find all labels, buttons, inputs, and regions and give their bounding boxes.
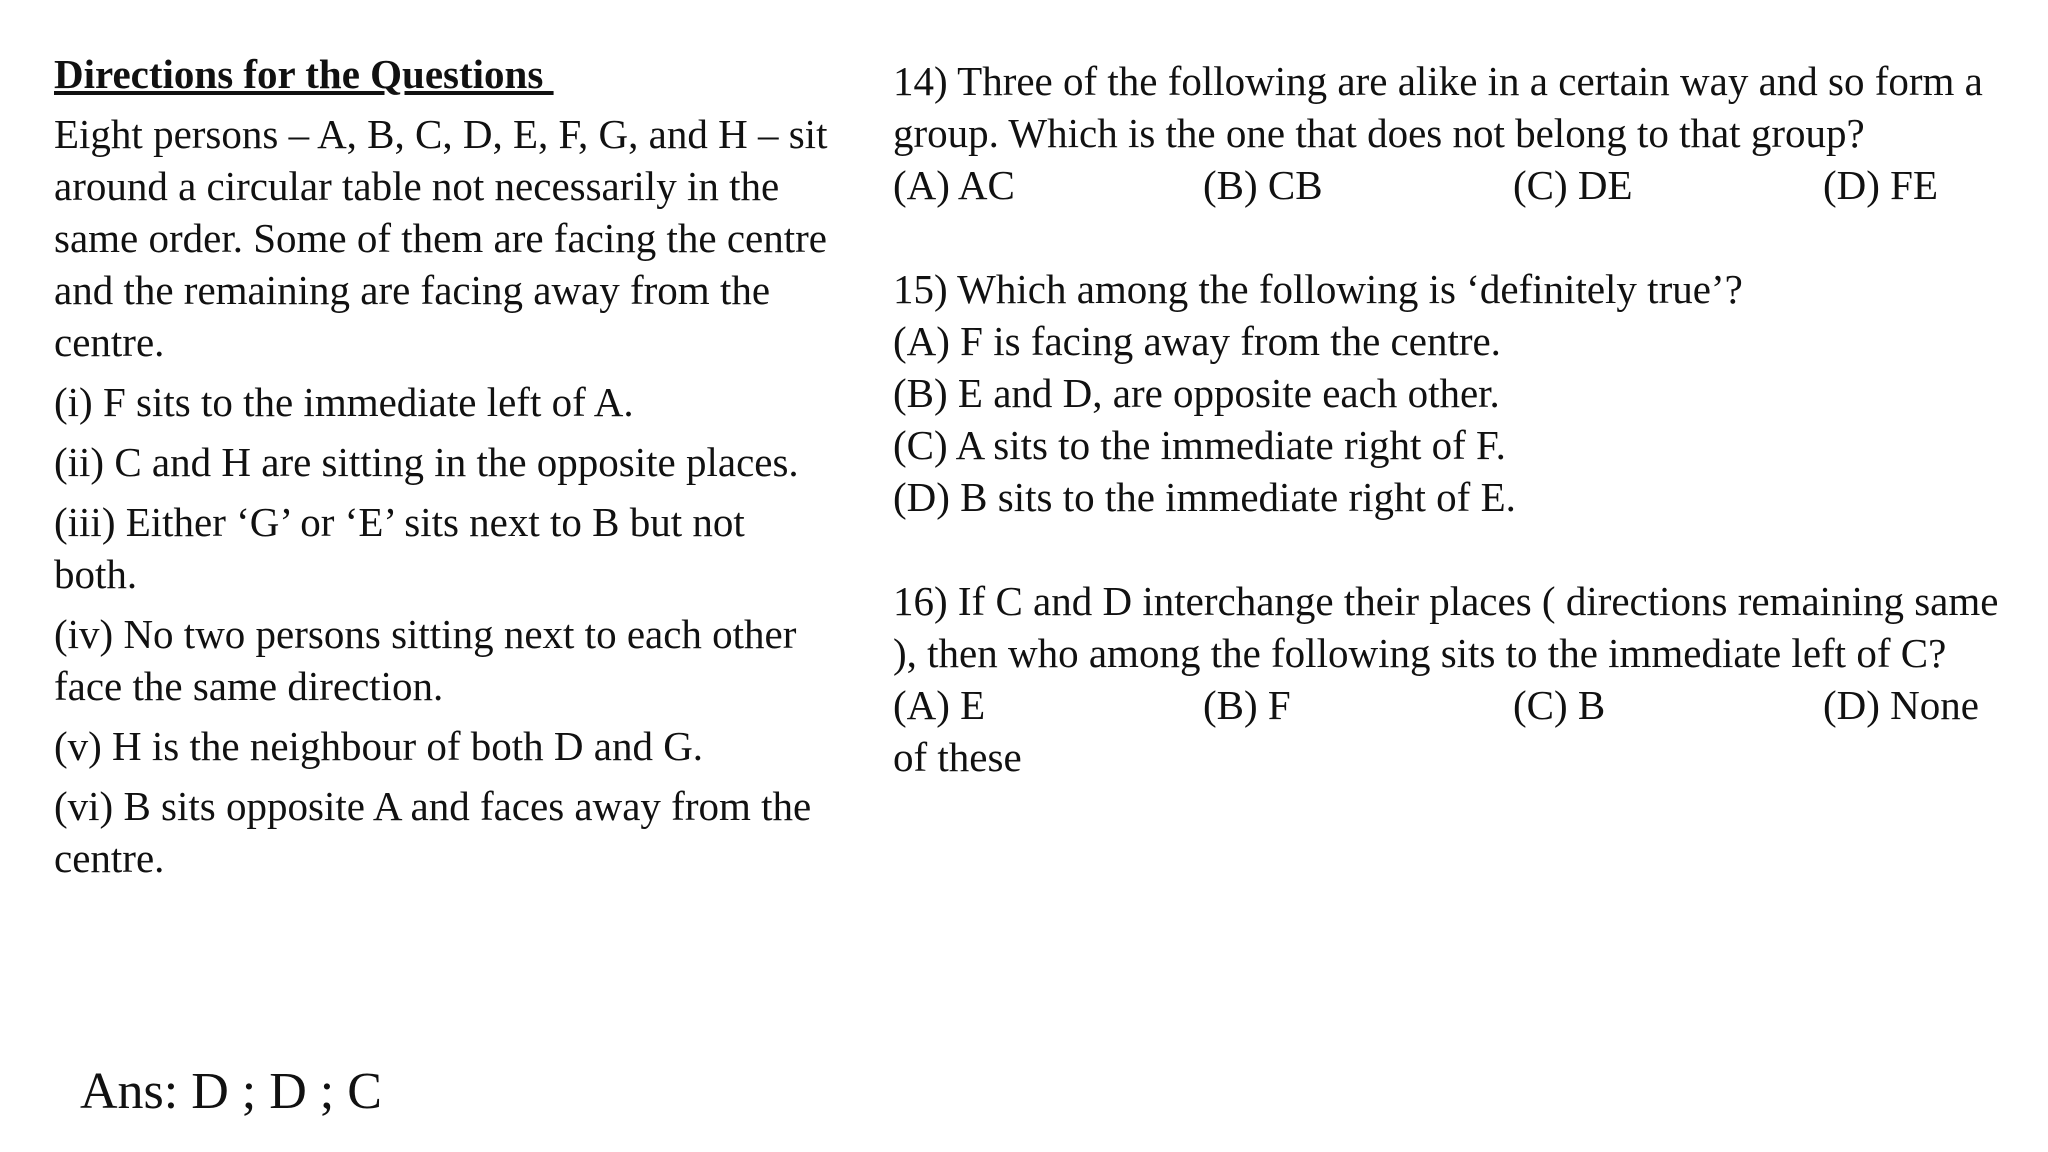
option-d: (D) B sits to the immediate right of E.	[893, 474, 1516, 520]
directions-intro: Eight persons – A, B, C, D, E, F, G, and H – sit around a circular table not necessarily in the same order. Some of them are facing the centre and the remaining are facing away from the centre.	[54, 111, 828, 365]
directions-heading: Directions for the Questions	[54, 51, 554, 97]
option-d: (D) None	[1823, 682, 1979, 728]
question-15-text: 15) Which among the following is ‘definitely true’?	[893, 266, 1743, 312]
question-16-text: 16) If C and D interchange their places ( directions remaining same ), then who among the following sits to the immediate left of C?	[893, 578, 1999, 676]
question-14	[893, 55, 2023, 211]
option-b: (B) E and D, are opposite each other.	[893, 370, 1500, 416]
option-a: (A) E	[893, 682, 986, 728]
option-d: (D) FE	[1823, 162, 1939, 208]
answer-key: Ans: D ; D ; C	[80, 1063, 382, 1120]
option-b: (B) CB	[1203, 162, 1323, 208]
condition-ii: (ii) C and H are sitting in the opposite places.	[54, 439, 799, 485]
option-a: (A) F is facing away from the centre.	[893, 318, 1501, 364]
condition-iv: (iv) No two persons sitting next to each other face the same direction.	[54, 611, 797, 709]
condition-vi: (vi) B sits opposite A and faces away from the centre.	[54, 783, 812, 881]
questions-panel	[893, 55, 2023, 835]
option-c: (C) B	[1513, 682, 1606, 728]
option-c: (C) DE	[1513, 162, 1633, 208]
directions-panel	[54, 48, 834, 884]
option-b: (B) F	[1203, 682, 1291, 728]
option-a: (A) AC	[893, 162, 1015, 208]
question-14-text: 14) Three of the following are alike in a certain way and so form a group. Which is the one that does not belong to that group?	[893, 58, 1983, 156]
option-d-continuation: of these	[893, 734, 1022, 780]
question-14-options	[893, 159, 2023, 211]
question-16-options	[893, 679, 2023, 731]
condition-i: (i) F sits to the immediate left of A.	[54, 379, 634, 425]
condition-v: (v) H is the neighbour of both D and G.	[54, 723, 704, 769]
condition-iii: (iii) Either ‘G’ or ‘E’ sits next to B but not both.	[54, 499, 745, 597]
option-c: (C) A sits to the immediate right of F.	[893, 422, 1506, 468]
question-16	[893, 575, 2023, 783]
question-15	[893, 263, 2023, 523]
